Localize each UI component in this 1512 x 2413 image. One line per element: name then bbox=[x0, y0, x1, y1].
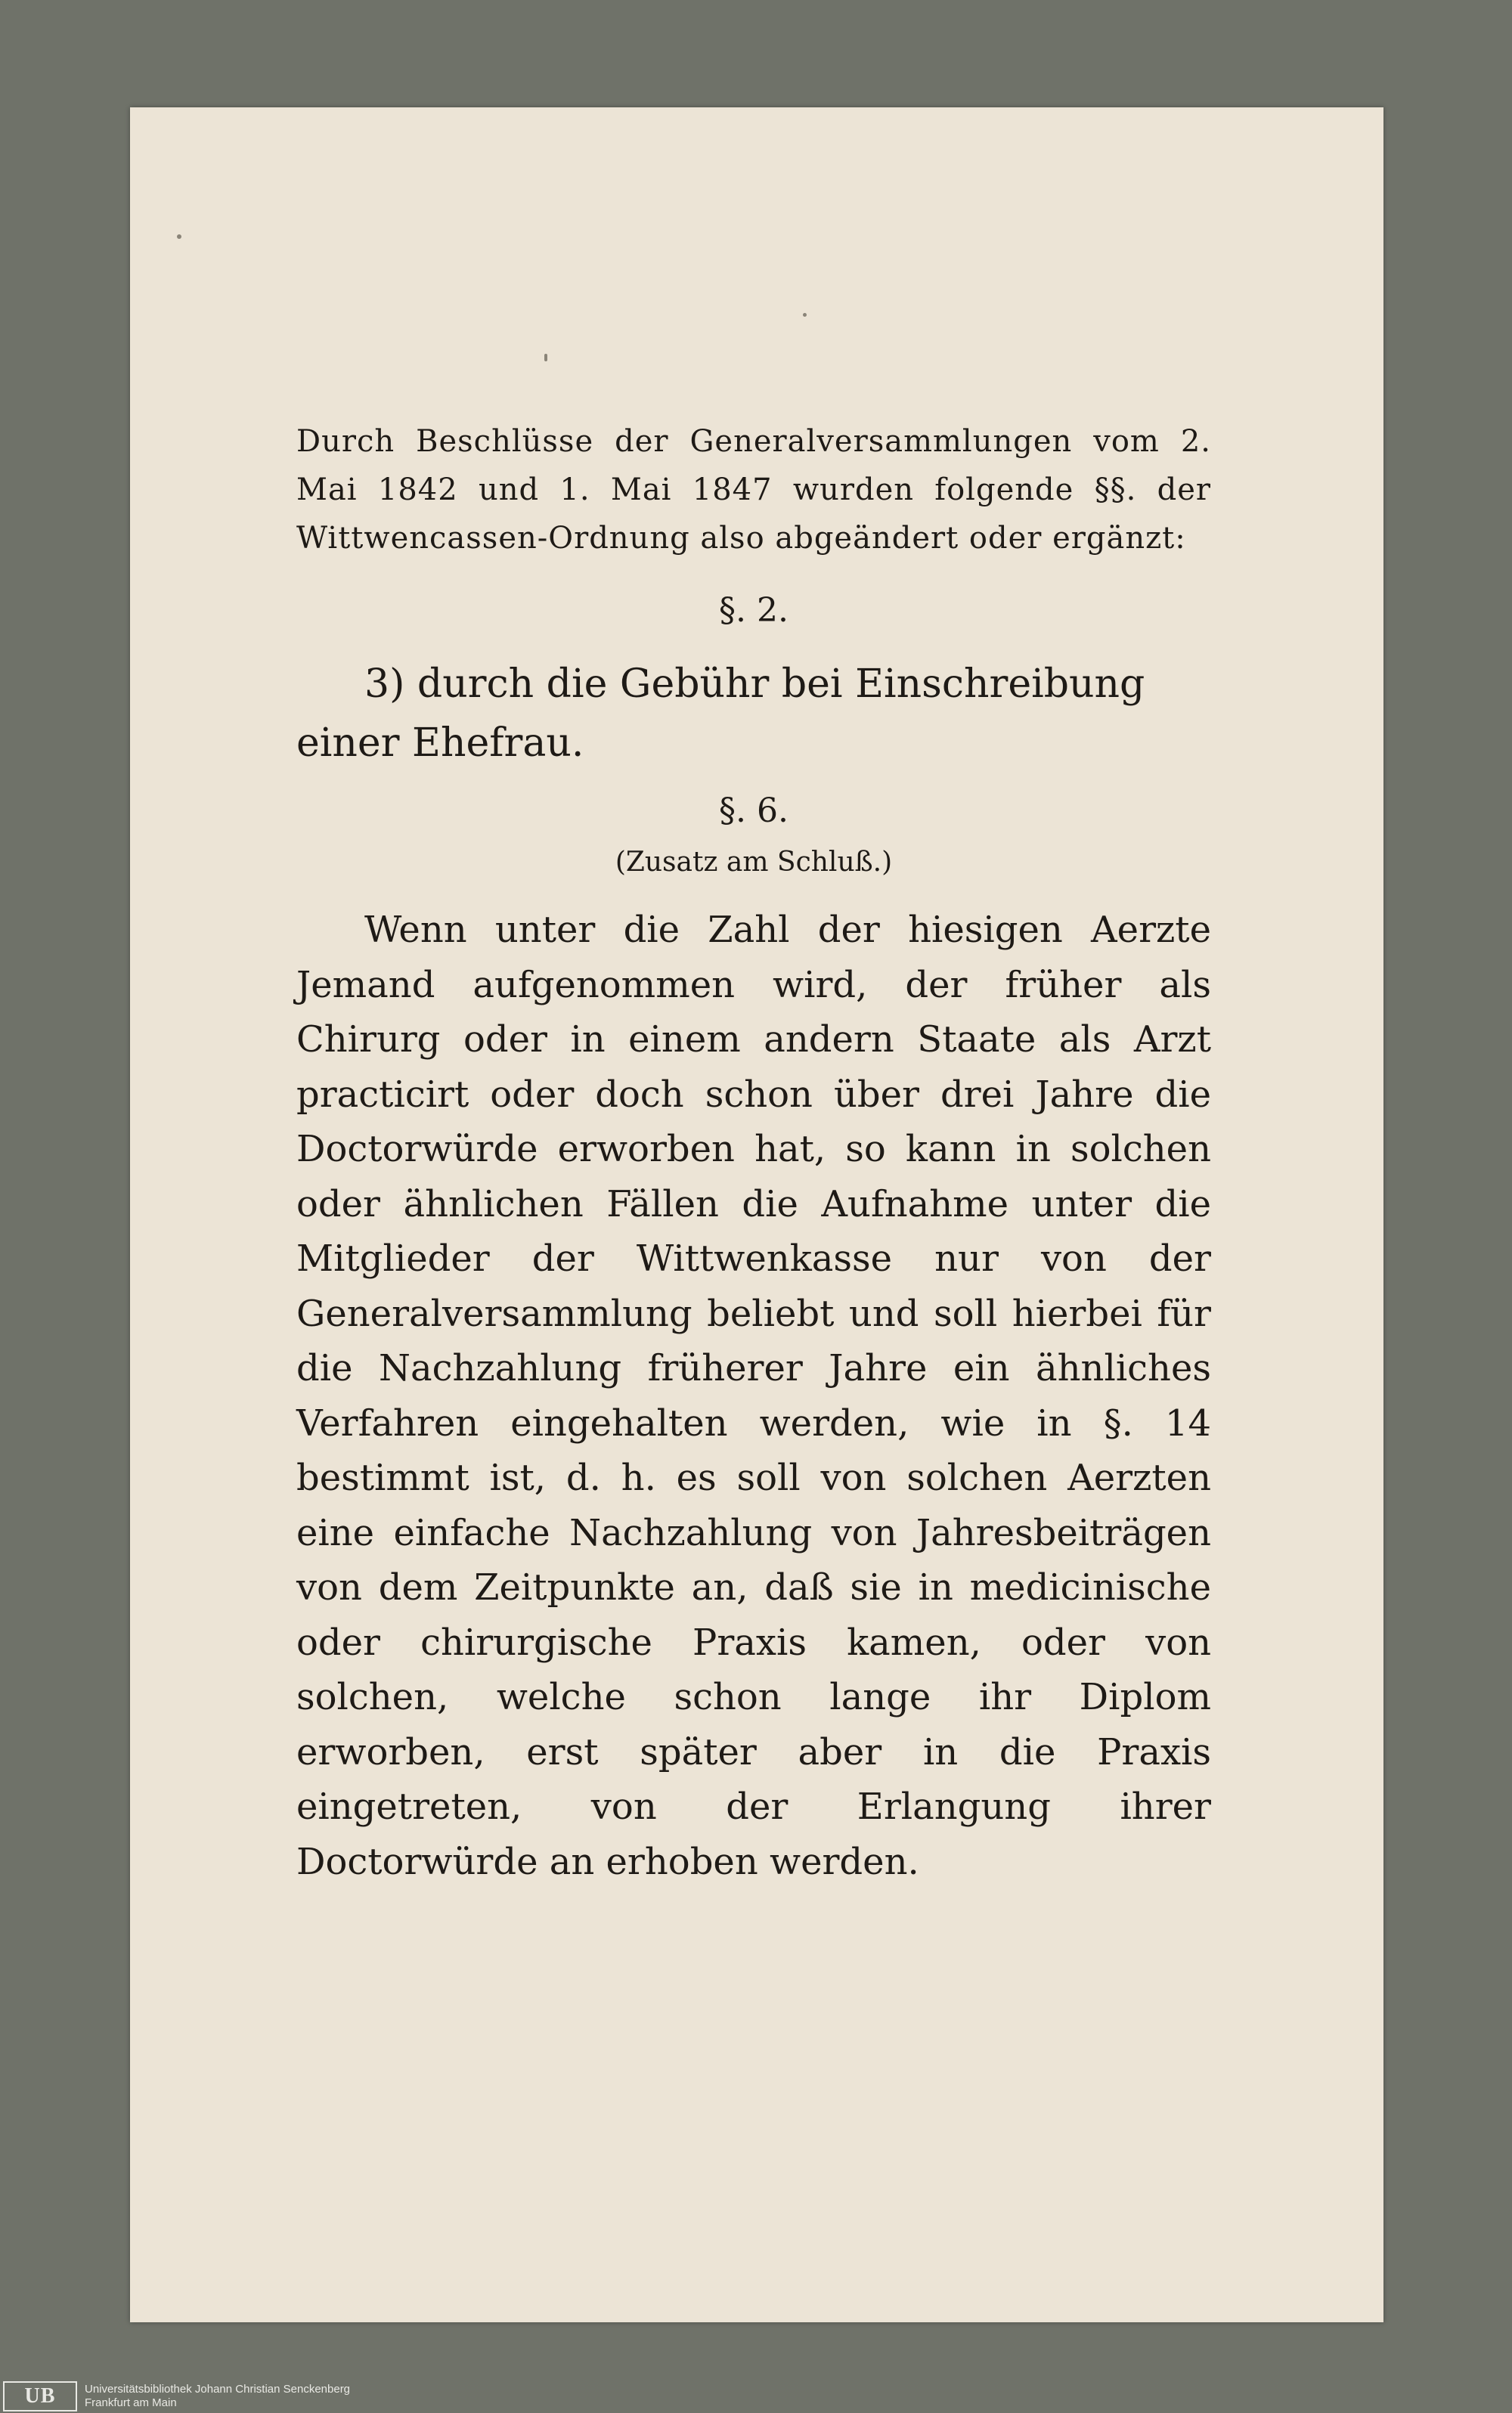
section-2-text: 3) durch die Gebühr bei Einschreibung einer Ehefrau. bbox=[296, 661, 1145, 766]
document-page bbox=[130, 107, 1383, 2322]
section-6-paragraph bbox=[296, 903, 1211, 1889]
intro-text: Durch Beschlüsse der Generalversammlungen vom 2. Mai 1842 und 1. Mai 1847 wurden folgende §§. der Wittwencassen-Ordnung also abgeändert oder ergänzt: bbox=[296, 424, 1211, 556]
intro-paragraph bbox=[296, 417, 1211, 562]
library-credit bbox=[85, 2383, 350, 2410]
library-footer bbox=[0, 2380, 1512, 2413]
library-city: Frankfurt am Main bbox=[85, 2396, 177, 2409]
paper-speck bbox=[544, 354, 547, 361]
library-name: Universitätsbibliothek Johann Christian Senckenberg bbox=[85, 2383, 351, 2396]
section-2-paragraph bbox=[296, 655, 1211, 773]
ub-logo: UB bbox=[3, 2381, 77, 2411]
section-2-heading: §. 2. bbox=[719, 591, 789, 630]
paper-speck bbox=[177, 234, 181, 239]
paper-speck bbox=[803, 313, 807, 317]
section-6-subheading: (Zusatz am Schluß.) bbox=[615, 847, 893, 878]
section-6-heading: §. 6. bbox=[719, 791, 789, 830]
section-6-text: Wenn unter die Zahl der hiesigen Aerzte Jemand aufgenommen wird, der früher als Chirurg oder in einem andern Staate als Arzt practicirt oder doch schon über drei Jahre die Doctorwürde erworben hat, so kann in solchen oder ähnlichen Fällen die Aufnahme unter die Mitglieder der Wittwenkasse nur von der Generalversammlung beliebt und soll hierbei für die Nachzahlung früherer Jahre ein ähnliches Verfahren eingehalten werden, wie in §. 14 bestimmt ist, d. h. es soll von solchen Aerzten eine einfache Nachzahlung von Jahresbeiträgen von dem Zeitpunkte an, daß sie in medicinische oder chirurgische Praxis kamen, oder von solchen, welche schon lange ihr Diplom erworben, erst später aber in die Praxis eingetreten, von der Erlangung ihrer Doctorwürde an erhoben werden. bbox=[296, 909, 1211, 1883]
